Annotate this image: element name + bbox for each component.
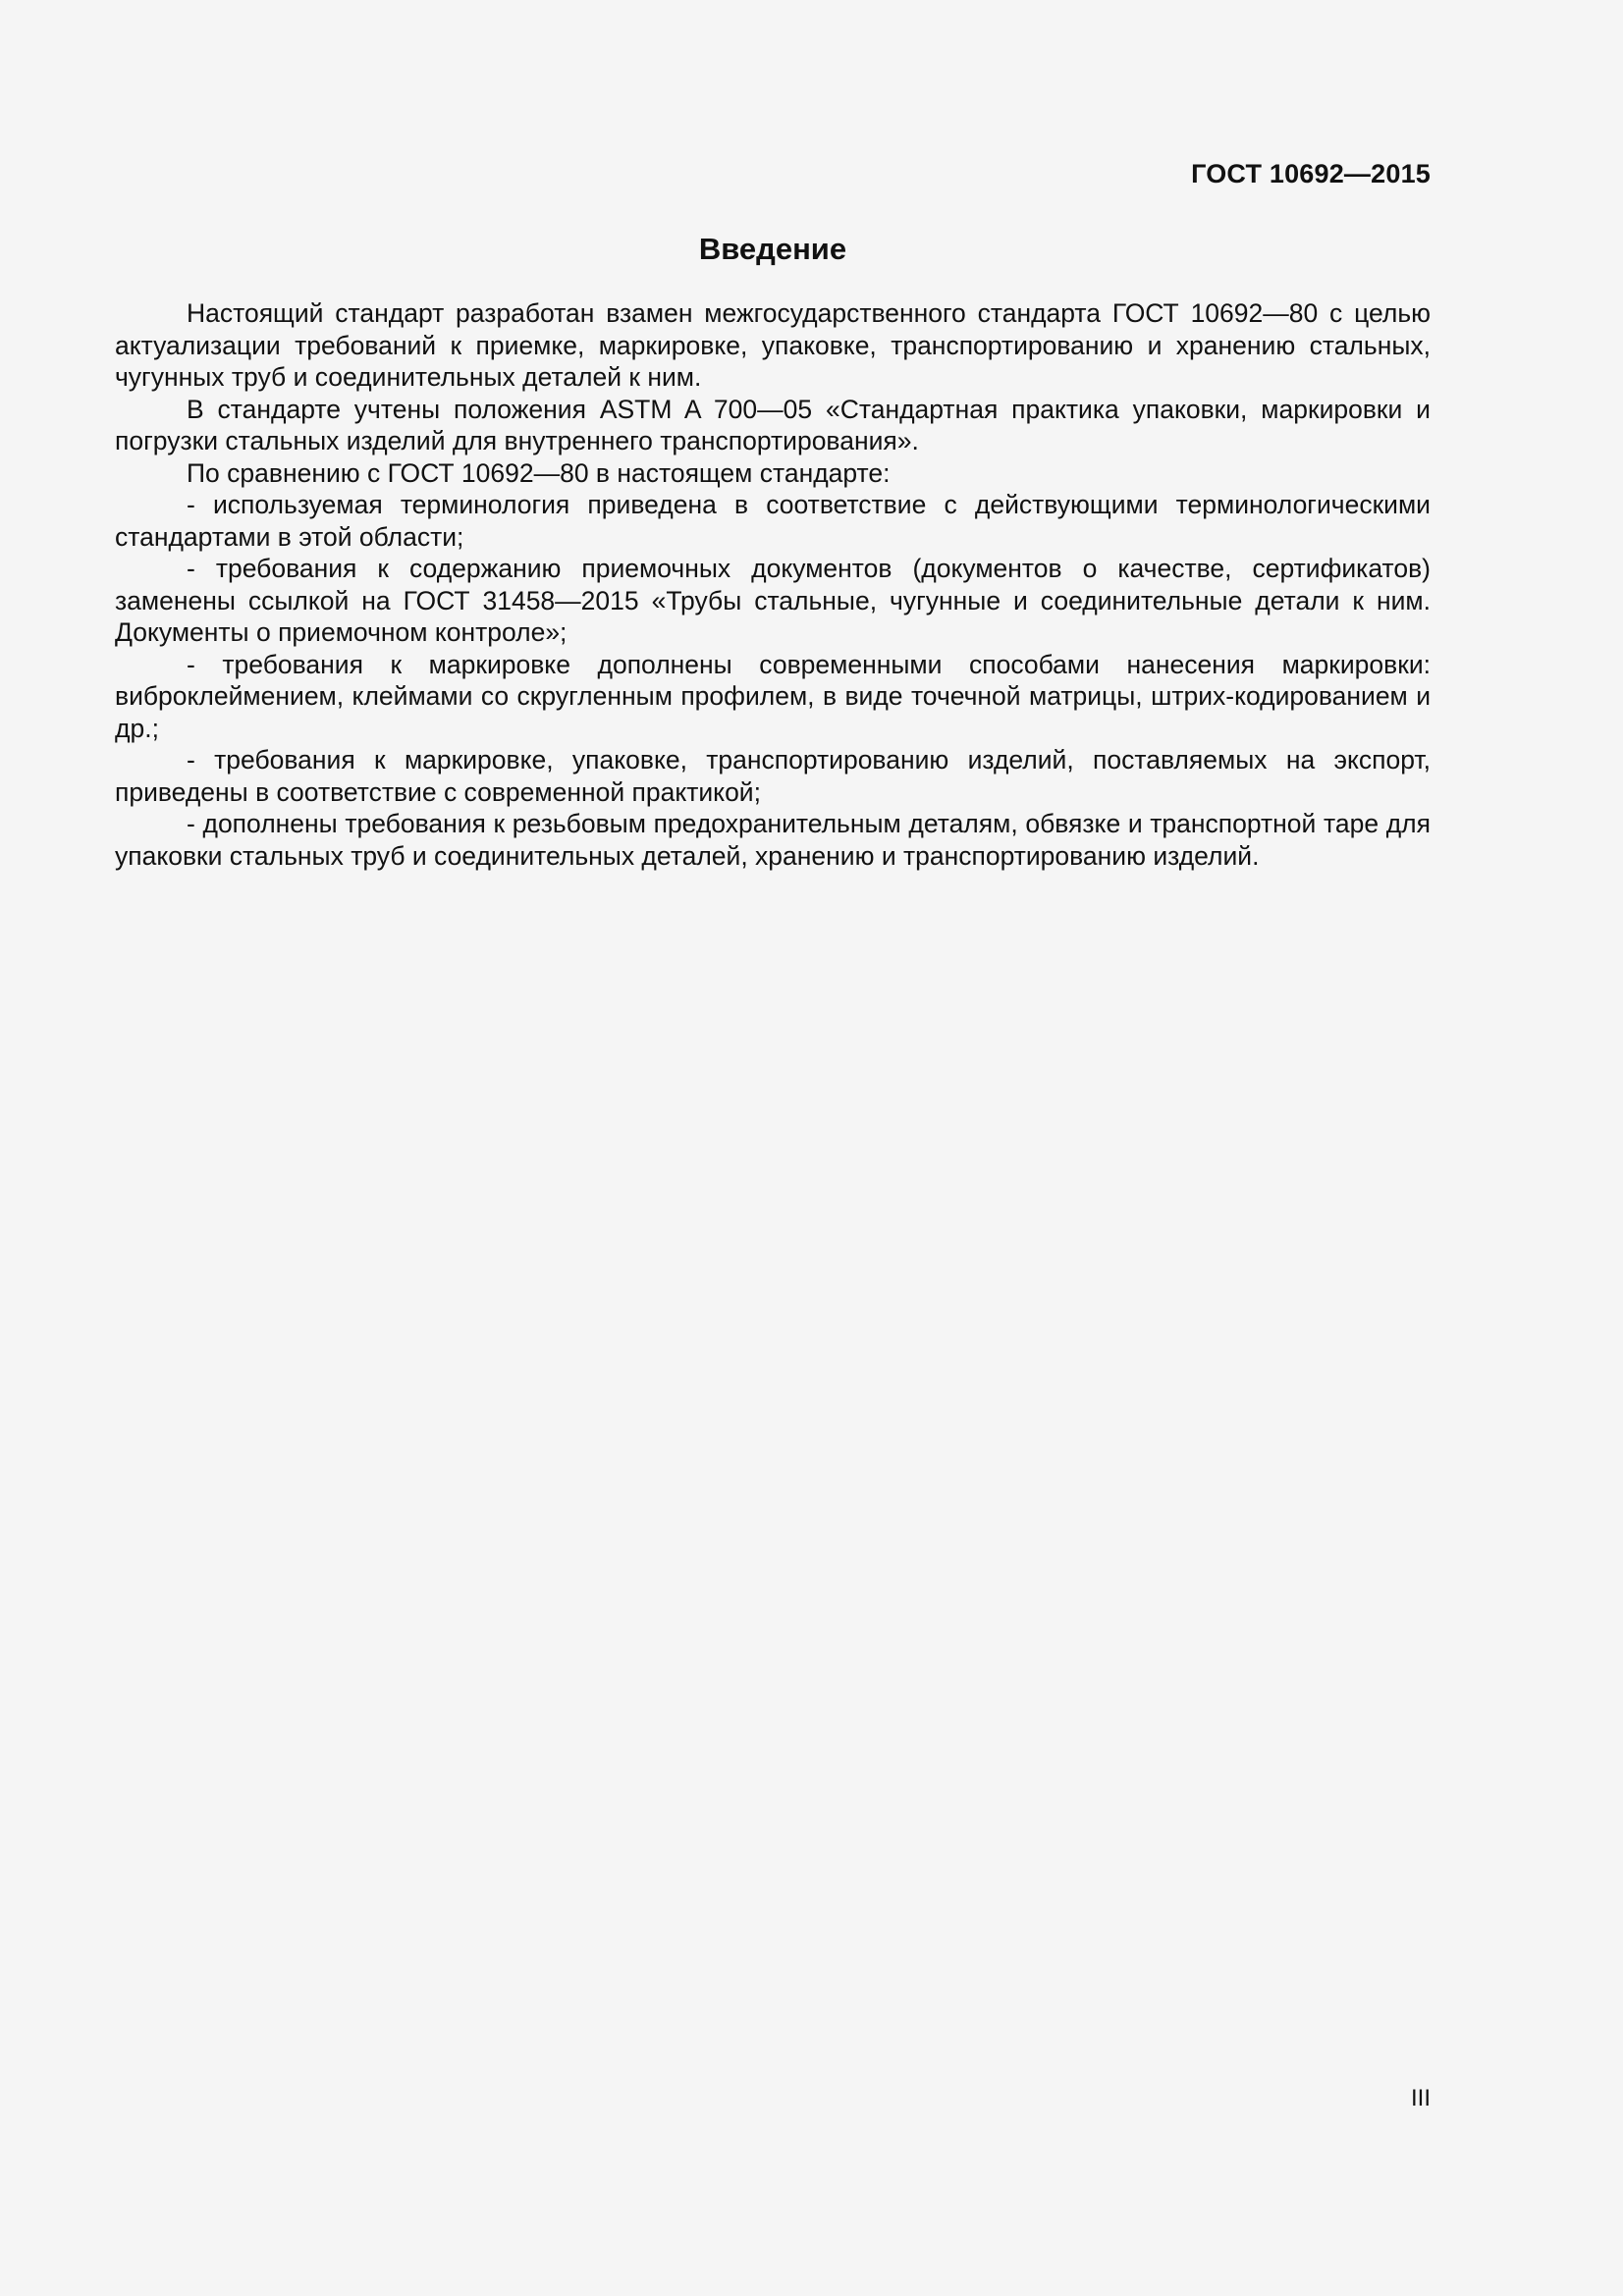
section-title: Введение — [698, 232, 847, 266]
body-text — [115, 297, 1431, 872]
paragraph-astm: В стандарте учтены положения ASTM A 700—05 «Стандартная практика упаковки, маркировки и погрузки стальных изделий для внутреннего транспортирования». — [115, 394, 1431, 455]
list-item-export: - требования к маркировке, упаковке, транспортированию изделий, поставляемых на экспорт, приведены в соответствие с современной практикой; — [115, 745, 1431, 807]
paragraph-comparison: По сравнению с ГОСТ 10692—80 в настоящем стандарте: — [187, 457, 891, 488]
list-item-terminology: - используемая терминология приведена в соответствие с действующими терминологическими стандартами в этой области; — [115, 490, 1431, 552]
page-number: III — [1410, 2085, 1431, 2111]
list-item-packaging: - дополнены требования к резьбовым предохранительным деталям, обвязке и транспортной таре для упаковки стальных труб и соединительных деталей, хранению и транспортированию изделий. — [115, 809, 1431, 871]
list-item-documents: - требования к содержанию приемочных документов (документов о качестве, сертификатов) заменены ссылкой на ГОСТ 31458—2015 «Трубы стальные, чугунные и соединительные детали к ним. Документы о приемочном контроле»; — [115, 554, 1431, 647]
document-code: ГОСТ 10692—2015 — [1191, 159, 1431, 188]
paragraph-intro: Настоящий стандарт разработан взамен межгосударственного стандарта ГОСТ 10692—80 с целью актуализации требований к приемке, маркировке, упаковке, транспортированию и хранению стальных, чугунных труб и соединительных деталей к ним. — [115, 298, 1431, 392]
list-item-marking: - требования к маркировке дополнены современными способами нанесения маркировки: виброклеймением, клеймами со скругленным профилем, в виде точечной матрицы, штрих-кодированием и др.; — [115, 649, 1431, 743]
